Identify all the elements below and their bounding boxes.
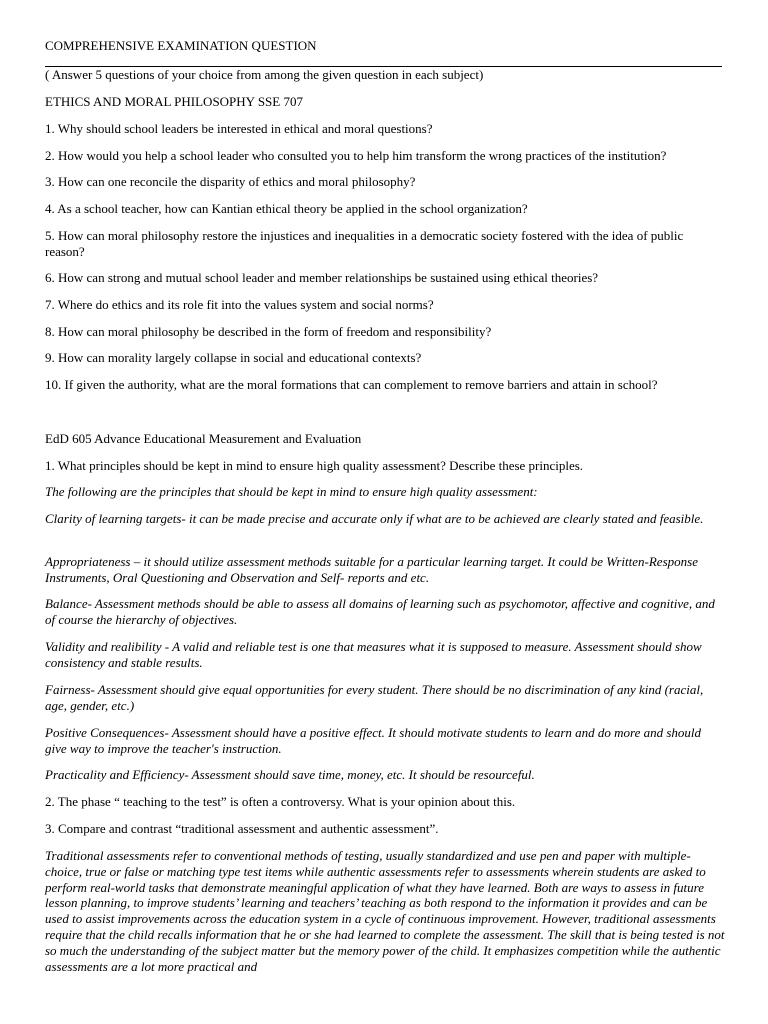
ethics-question-8: 8. How can moral philosophy be described in the form of freedom and responsibility? [45,324,492,339]
measurement-question-1: 1. What principles should be kept in mind to ensure high quality assessment? Describe these principles. [45,458,584,473]
ethics-question-3: 3. How can one reconcile the disparity of ethics and moral philosophy? [45,174,416,189]
ethics-question-10: 10. If given the authority, what are the moral formations that can complement to remove barriers and attain in school? [45,377,658,392]
principle-clarity: Clarity of learning targets- it can be made precise and accurate only if what are to be achieved are clearly stated and feasible. [45,511,704,526]
ethics-question-2: 2. How would you help a school leader who consulted you to help him transform the wrong practices of the institution? [45,148,667,163]
principle-practicality: Practicality and Efficiency- Assessment should save time, money, etc. It should be resourceful. [45,767,535,782]
answer-traditional-vs-authentic: Traditional assessments refer to conventional methods of testing, usually standardized and use pen and paper with multiple-choice, true or false or matching type test items while authentic assessments refer to assessments wherein students are asked to perform real-world tasks that demonstrate meaningful application of what they have learned. Both are ways to assess in future lesson planning, to improve students’ learning and teachers’ teaching as both respond to the information it provides and can be used to assist improvements across the education system in a cycle of continuous improvement. However, traditional assessments require that the child recalls information that he or she had learned to complete the assessment. The skill that is being tested is not so much the understanding of the subject matter but the memory power of the child. It emphasizes competition while the authentic assessments are a lot more practical and [45,848,725,974]
ethics-question-1: 1. Why should school leaders be interested in ethical and moral questions? [45,121,433,136]
principle-validity: Validity and realibility - A valid and reliable test is one that measures what it is supposed to measure. Assessment should show consistency and stable results. [45,639,702,670]
measurement-question-3: 3. Compare and contrast “traditional assessment and authentic assessment”. [45,821,439,836]
principle-appropriateness: Appropriateness – it should utilize assessment methods suitable for a particular learning target. It could be Written-Response Instruments, Oral Questioning and Observation and Self- reports and etc. [45,554,698,585]
answer-intro: The following are the principles that should be kept in mind to ensure high quality assessment: [45,484,538,499]
ethics-question-6: 6. How can strong and mutual school leader and member relationships be sustained using ethical theories? [45,270,599,285]
principle-fairness: Fairness- Assessment should give equal opportunities for every student. There should be no discrimination of any kind (racial, age, gender, etc.) [45,682,704,713]
measurement-question-2: 2. The phase “ teaching to the test” is often a controversy. What is your opinion about this. [45,794,516,809]
principle-balance: Balance- Assessment methods should be able to assess all domains of learning such as psychomotor, affective and cognitive, and of course the hierarchy of objectives. [45,596,715,627]
principle-positive-consequences: Positive Consequences- Assessment should have a positive effect. It should motivate students to learn and do more and should give way to improve the teacher's instruction. [45,725,702,756]
ethics-question-7: 7. Where do ethics and its role fit into the values system and social norms? [45,297,434,312]
measurement-heading: EdD 605 Advance Educational Measurement and Evaluation [45,431,362,446]
ethics-question-4: 4. As a school teacher, how can Kantian ethical theory be applied in the school organization? [45,201,528,216]
ethics-heading: ETHICS AND MORAL PHILOSOPHY SSE 707 [45,94,303,109]
exam-instruction: ( Answer 5 questions of your choice from among the given question in each subject) [45,67,484,82]
ethics-question-5: 5. How can moral philosophy restore the injustices and inequalities in a democratic society fostered with the idea of public reason? [45,228,684,259]
ethics-question-9: 9. How can morality largely collapse in social and educational contexts? [45,350,422,365]
exam-title: COMPREHENSIVE EXAMINATION QUESTION [45,38,317,53]
